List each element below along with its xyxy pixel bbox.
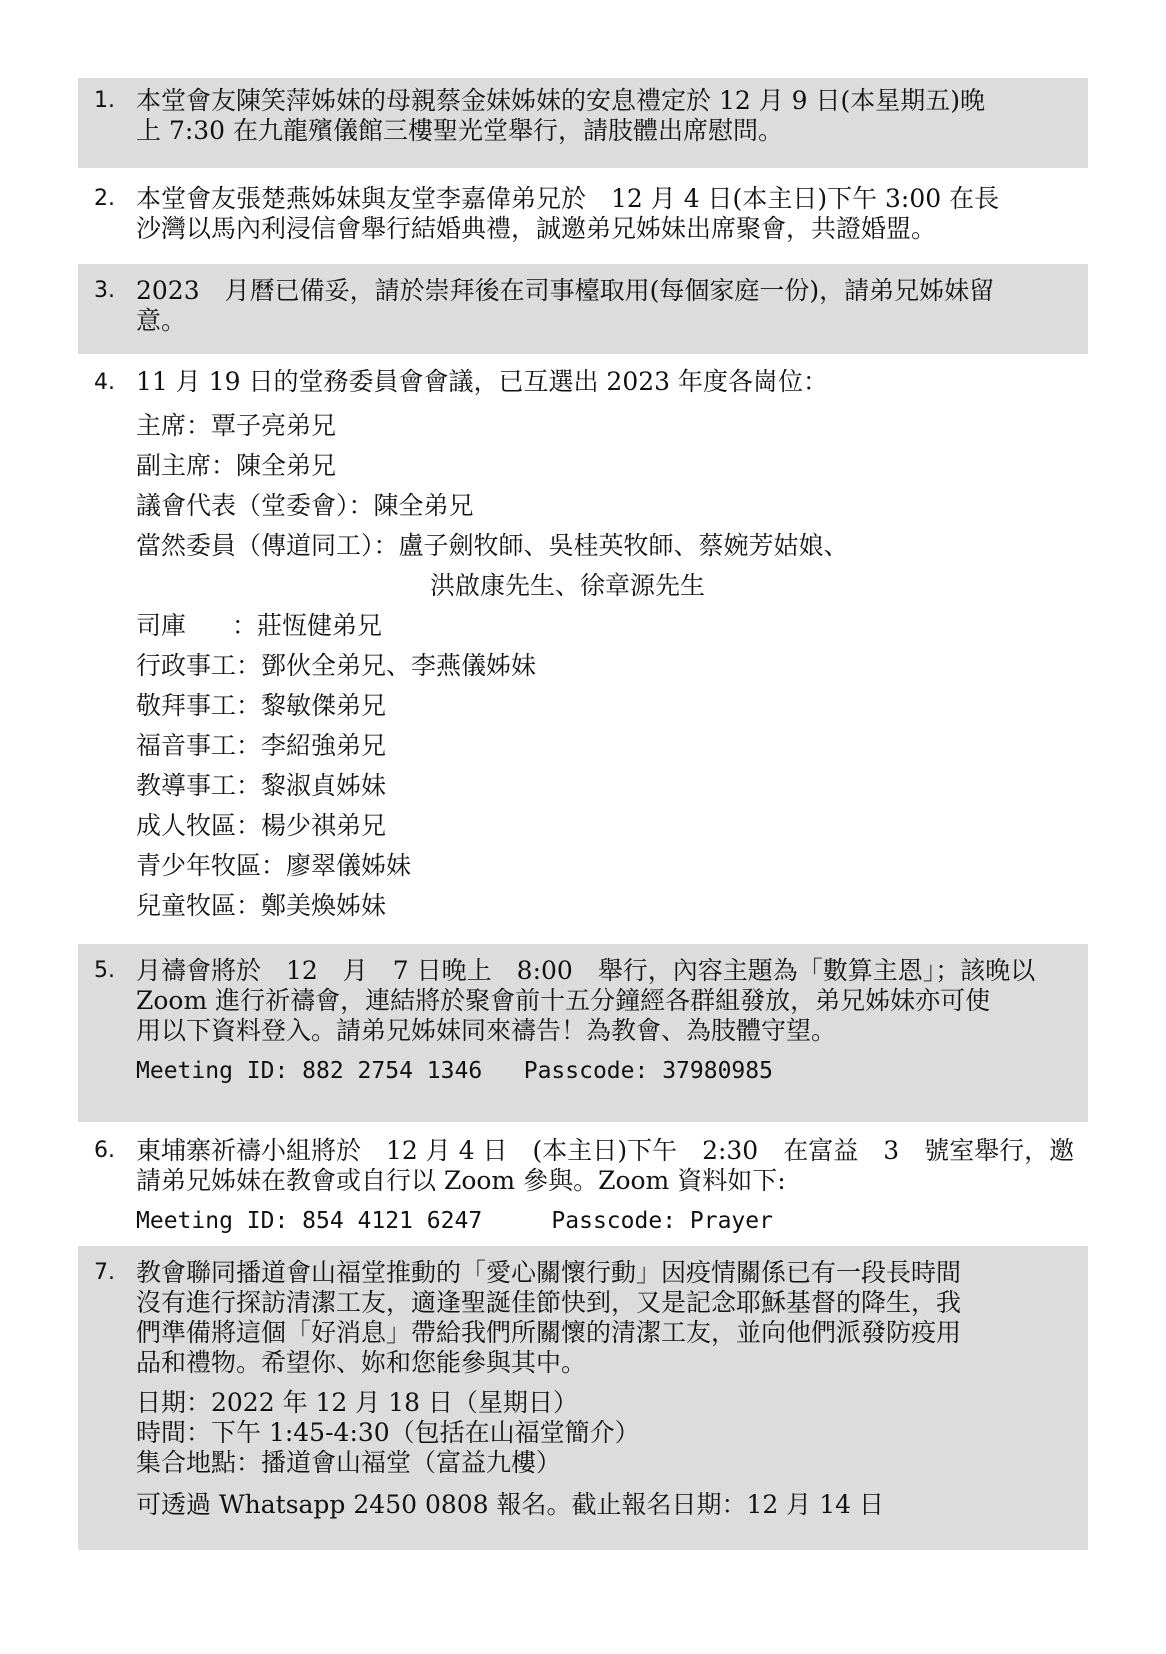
notice-item-2 [78, 176, 1088, 256]
notice-item-6 [78, 1130, 1088, 1246]
role-value: 盧子劍牧師、吳桂英牧師、蔡婉芳姑娘、 [398, 531, 849, 560]
item-number: 2. [94, 186, 115, 211]
role-label: 議會代表（堂委會）： [136, 491, 374, 520]
item-text-line: 月禱會將於 12 月 7 日晚上 8:00 舉行，內容主題為「數算主恩」；該晚以 [136, 956, 1036, 985]
role-value: 鄧伙全弟兄、李燕儀姊妹 [261, 651, 537, 680]
item-number: 5. [94, 958, 115, 983]
item-text-line: 本堂會友張楚燕姊妹與友堂李嘉偉弟兄於 12 月 4 日(本主日)下午 3:00 在長 [136, 184, 1000, 213]
role-row [136, 886, 1074, 926]
role-row [136, 806, 1074, 846]
item-number: 4. [94, 370, 115, 395]
item-intro: 11 月 19 日的堂務委員會會議，已互選出 2023 年度各崗位： [136, 367, 828, 396]
role-label: 當然委員（傳道同工）： [136, 531, 399, 560]
role-value: ：莊恆健弟兄 [232, 611, 383, 640]
notice-item-5 [78, 944, 1088, 1122]
item-text-line: 本堂會友陳笑萍姊妹的母親蔡金妹姊妹的安息禮定於 12 月 9 日(本星期五)晚 [136, 86, 986, 115]
item-text-line: 請弟兄姊妹在教會或自行以 Zoom 參與。Zoom 資料如下: [136, 1166, 786, 1195]
item-text-line: 品和禮物。希望你、妳和您能參與其中。 [136, 1348, 587, 1377]
event-date: 日期：2022 年 12 月 18 日（星期日） [136, 1388, 578, 1417]
role-label: 教導事工： [136, 771, 262, 800]
item-number: 6. [94, 1138, 115, 1163]
role-row [136, 606, 1074, 646]
role-label: 副主席： [136, 451, 237, 480]
item-text-line: 意。 [136, 306, 187, 335]
role-row [136, 566, 1074, 606]
role-row [136, 766, 1074, 806]
role-row [136, 446, 1074, 486]
role-value: 楊少祺弟兄 [261, 811, 387, 840]
item-text-line: 東埔寨祈禱小組將於 12 月 4 日 (本主日)下午 2:30 在富益 3 號室舉行，邀 [136, 1136, 1075, 1165]
notice-item-7 [78, 1246, 1088, 1550]
role-label: 主席： [136, 411, 212, 440]
role-value: 黎敏傑弟兄 [261, 691, 387, 720]
role-value: 鄭美煥姊妹 [261, 891, 387, 920]
role-value: 陳全弟兄 [236, 451, 337, 480]
item-number: 3. [94, 278, 115, 303]
notice-item-1 [78, 78, 1088, 168]
notice-item-3 [78, 264, 1088, 354]
role-label: 行政事工： [136, 651, 262, 680]
item-number: 7. [94, 1260, 115, 1285]
event-location: 集合地點：播道會山福堂（富益九樓） [136, 1448, 562, 1477]
role-row [136, 726, 1074, 766]
role-label: 成人牧區： [136, 811, 262, 840]
meeting-info: Meeting ID: 854 4121 6247 Passcode: Prayer [136, 1208, 773, 1234]
item-text-line: 沒有進行探訪清潔工友，適逢聖誕佳節快到，又是記念耶穌基督的降生，我 [136, 1288, 962, 1317]
role-value: 陳全弟兄 [373, 491, 474, 520]
role-row [136, 846, 1074, 886]
role-value: 黎淑貞姊妹 [261, 771, 387, 800]
item-number: 1. [94, 88, 115, 113]
item-text-line: 教會聯同播道會山福堂推動的「愛心關懷行動」因疫情關係已有一段長時間 [136, 1258, 962, 1287]
role-label: 青少年牧區： [136, 851, 287, 880]
item-text-line: 用以下資料登入。請弟兄姊妹同來禱告！為教會、為肢體守望。 [136, 1016, 837, 1045]
role-value: 洪啟康先生、徐章源先生 [430, 571, 706, 600]
role-value: 廖翠儀姊妹 [286, 851, 412, 880]
event-time: 時間：下午 1:45-4:30（包括在山福堂簡介） [136, 1418, 640, 1447]
item-text-line: Zoom 進行祈禱會，連結將於聚會前十五分鐘經各群組發放，弟兄姊妹亦可使 [136, 986, 991, 1015]
role-value: 覃子亮弟兄 [211, 411, 337, 440]
item-text-line: 上 7:30 在九龍殯儀館三樓聖光堂舉行，請肢體出席慰問。 [136, 116, 784, 145]
item-text-line: 2023 月曆已備妥，請於崇拜後在司事檯取用(每個家庭一份)，請弟兄姊妹留 [136, 276, 995, 305]
role-label: 司庫 [136, 611, 187, 640]
item-text-line: 沙灣以馬內利浸信會舉行結婚典禮，誠邀弟兄姊妹出席聚會，共證婚盟。 [136, 214, 937, 243]
meeting-info: Meeting ID: 882 2754 1346 Passcode: 37980985 [136, 1058, 773, 1084]
role-value: 李紹強弟兄 [261, 731, 387, 760]
role-label: 敬拜事工： [136, 691, 262, 720]
role-row [136, 486, 1074, 526]
role-row [136, 526, 1074, 566]
role-row [136, 646, 1074, 686]
registration-info: 可透過 Whatsapp 2450 0808 報名。截止報名日期：12 月 14 日 [136, 1490, 884, 1519]
item-text-line: 們準備將這個「好消息」帶給我們所關懷的清潔工友，並向他們派發防疫用 [136, 1318, 962, 1347]
notice-item-4 [78, 362, 1088, 936]
role-label: 兒童牧區： [136, 891, 262, 920]
role-row [136, 406, 1074, 446]
role-row [136, 686, 1074, 726]
role-label: 福音事工： [136, 731, 262, 760]
